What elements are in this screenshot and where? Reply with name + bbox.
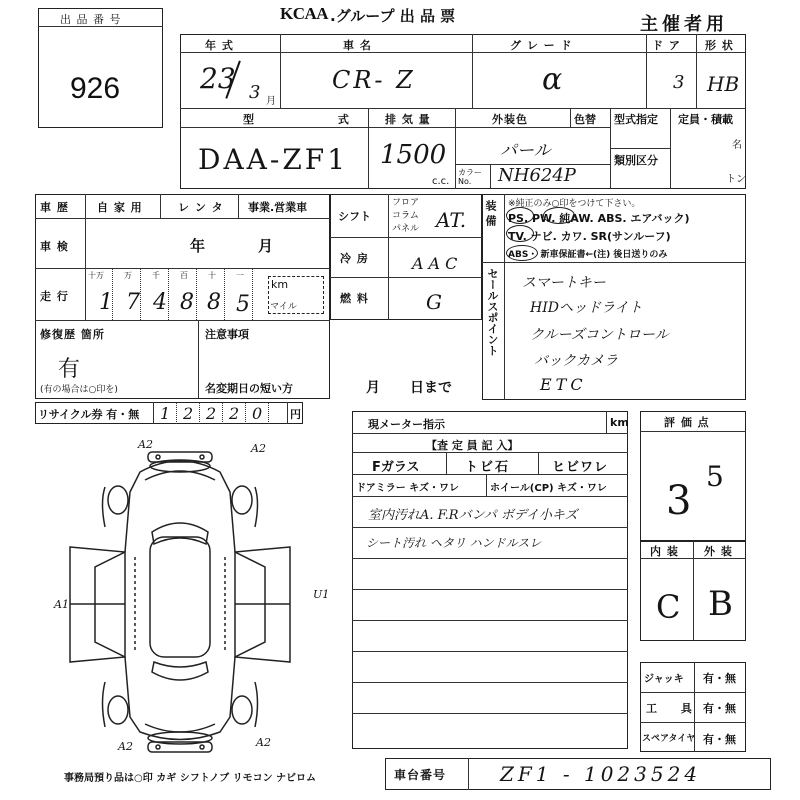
digit-label-2: 千 bbox=[152, 271, 160, 280]
tools-yes-no: 有・無 bbox=[703, 702, 736, 715]
damage-mark-4: A2 bbox=[118, 740, 133, 753]
sales-point-1: HIDヘッドライト bbox=[530, 300, 643, 316]
model-value: CR- Z bbox=[332, 66, 416, 94]
inspection-month: 月 bbox=[258, 237, 274, 255]
exterior-label: 外 装 bbox=[704, 545, 733, 558]
doors-value: 3 bbox=[673, 72, 685, 93]
interior-label: 内 装 bbox=[650, 545, 679, 558]
score-sup: 5 bbox=[706, 460, 724, 493]
fuel-value: G bbox=[426, 290, 442, 314]
cc-unit: c.c. bbox=[432, 176, 450, 187]
type-designation-label: 型式指定 bbox=[614, 113, 658, 126]
car-diagram bbox=[40, 432, 350, 762]
panel-label: パネル bbox=[392, 224, 420, 234]
type-label: 型 式 bbox=[243, 113, 389, 126]
score-label: 評 価 点 bbox=[664, 416, 710, 429]
inspection-year: 年 bbox=[190, 237, 206, 255]
mileage-digit-2: 4 bbox=[153, 290, 167, 315]
color-change-label: 色替 bbox=[574, 113, 596, 126]
ac-label: 冷 房 bbox=[340, 252, 369, 265]
history-label: 車 歴 bbox=[40, 201, 69, 214]
grade-label: グ レ ー ド bbox=[510, 39, 573, 52]
equip-line-3: ABS・ 新車保証書←(注) 後日送りのみ bbox=[508, 250, 668, 260]
circle-abs bbox=[506, 245, 538, 261]
damage-mark-0: A2 bbox=[138, 438, 153, 451]
circle-ps bbox=[506, 207, 534, 224]
year-value: 23 bbox=[200, 62, 236, 95]
repair-label: 修復歴 箇所 bbox=[40, 328, 105, 341]
inspector-section-label: 【査 定 員 記 入】 bbox=[426, 439, 519, 452]
mileage-digit-0: 1 bbox=[99, 290, 113, 315]
private-label: 自 家 用 bbox=[97, 201, 143, 214]
mile-label: マイル bbox=[270, 302, 297, 312]
year-label: 年 式 bbox=[205, 39, 234, 52]
color-no-label: カラー No. bbox=[458, 168, 482, 186]
tools-label: 工 具 bbox=[646, 702, 702, 715]
displacement-value: 1500 bbox=[380, 140, 447, 170]
shape-label: 形 状 bbox=[705, 39, 734, 52]
business-label: 事業.営業車 bbox=[248, 201, 308, 214]
color-no-value: NH624P bbox=[498, 165, 576, 186]
fuel-label: 燃 料 bbox=[340, 292, 369, 305]
mileage-digit-3: 8 bbox=[180, 290, 194, 315]
class-label: 類別区分 bbox=[614, 154, 658, 167]
rename-label: 名変期日の短い方 bbox=[205, 382, 293, 395]
recycle-digit-2: 2 bbox=[206, 404, 217, 423]
digit-label-0: 十万 bbox=[88, 271, 104, 280]
digit-label-1: 万 bbox=[124, 271, 132, 280]
month-value: 3 bbox=[249, 82, 261, 103]
ton-unit: トン bbox=[726, 174, 746, 185]
sales-point-0: スマートキー bbox=[522, 275, 606, 291]
recycle-digit-0: 1 bbox=[160, 404, 171, 423]
interior-value: C bbox=[656, 588, 681, 626]
office-items: 事務局預り品は○印 カギ シフトノブ リモコン ナビロム bbox=[64, 773, 317, 784]
spare-label: スペアタイヤ bbox=[642, 734, 696, 744]
notes-label: 注意事項 bbox=[205, 328, 249, 341]
month-unit: 月 bbox=[266, 96, 276, 107]
fglass-option-1: トビ石 bbox=[465, 460, 511, 475]
meter-km: km bbox=[610, 416, 629, 429]
rename-month: 月 bbox=[366, 380, 381, 396]
damage-mark-3: U1 bbox=[313, 588, 330, 601]
circle-tv bbox=[506, 225, 534, 242]
mileage-digit-4: 8 bbox=[207, 290, 221, 315]
grade-value: α bbox=[542, 62, 563, 97]
wheel-label: ホイール(CP) キズ・ワレ bbox=[490, 483, 607, 494]
lot-number-label: 出 品 番 号 bbox=[60, 13, 122, 26]
rename-day: 日まで bbox=[410, 380, 452, 396]
chassis-label: 車台番号 bbox=[394, 768, 447, 782]
chassis-value: ZF1 - 1023524 bbox=[500, 762, 702, 786]
fglass-label: Fガラス bbox=[372, 460, 420, 475]
brand-logo: KCAA bbox=[280, 4, 329, 23]
equip-note: ※純正のみ○印をつけて下さい。 bbox=[508, 199, 641, 209]
fglass-option-2: ヒビワレ bbox=[552, 460, 609, 475]
repair-note: (有の場合は○印を) bbox=[40, 385, 118, 395]
shape-value: HB bbox=[707, 72, 740, 96]
spare-yes-no: 有・無 bbox=[703, 733, 736, 746]
sales-point-2: クルーズコントロール bbox=[530, 327, 669, 343]
displacement-label: 排 気 量 bbox=[385, 113, 431, 126]
mileage-digit-1: 7 bbox=[126, 290, 140, 315]
form-title: .グループ 出 品 票 bbox=[330, 7, 456, 25]
equip-line-1: PS. PW. 純AW. ABS. エアバック) bbox=[508, 212, 690, 225]
repair-value: 有 bbox=[58, 357, 81, 382]
digit-label-3: 百 bbox=[180, 271, 188, 280]
meter-label: 現メーター指示 bbox=[368, 418, 445, 431]
mileage-digit-5: 5 bbox=[236, 292, 250, 317]
comment-line-1: シート汚れ ヘタリ ハンドルスレ bbox=[366, 536, 542, 550]
mileage-label: 走 行 bbox=[40, 290, 69, 303]
column-label: コラム bbox=[392, 211, 419, 221]
type-value: DAA-ZF1 bbox=[198, 143, 349, 176]
shift-value: AT. bbox=[436, 208, 467, 232]
digit-label-5: 一 bbox=[236, 271, 244, 280]
organizer-label: 主催者用 bbox=[640, 14, 728, 35]
doors-label: ド ア bbox=[652, 39, 681, 52]
sales-point-4: ETC bbox=[540, 375, 587, 394]
color-label: 外装色 bbox=[492, 113, 528, 126]
recycle-digit-4: 0 bbox=[252, 404, 263, 423]
model-label: 車 名 bbox=[343, 39, 372, 52]
jack-label: ジャッキ bbox=[644, 674, 684, 685]
ac-value: AAC bbox=[412, 254, 463, 273]
rental-label: レ ン タ bbox=[178, 201, 224, 214]
floor-label: フロア bbox=[392, 198, 420, 208]
damage-mark-1: A2 bbox=[251, 442, 266, 455]
score-main: 3 bbox=[666, 478, 692, 524]
damage-mark-2: A1 bbox=[54, 598, 69, 611]
capacity-label: 定員・積載 bbox=[678, 113, 733, 126]
recycle-digit-1: 2 bbox=[183, 404, 194, 423]
shift-label: シフト bbox=[338, 210, 371, 223]
recycle-digit-3: 2 bbox=[229, 404, 240, 423]
sales-label: セールスポイント bbox=[486, 268, 499, 356]
exterior-value: B bbox=[708, 584, 733, 624]
km-label: km bbox=[271, 278, 289, 291]
inspection-label: 車 検 bbox=[40, 240, 69, 253]
recycle-label: リサイクル券 有・無 bbox=[38, 408, 140, 421]
equip-line-2: TV. ナビ. カワ. SR(サンルーフ) bbox=[508, 230, 671, 243]
comment-line-0: 室内汚れA. F.Rバンパ ボデイ小キズ bbox=[368, 508, 578, 523]
color-value: パール bbox=[500, 141, 551, 161]
recycle-yen: 円 bbox=[290, 408, 301, 421]
persons-unit: 名 bbox=[732, 140, 742, 151]
jack-yes-no: 有・無 bbox=[703, 672, 736, 685]
equip-label: 装 備 bbox=[484, 200, 497, 226]
mirror-label: ドアミラー キズ・ワレ bbox=[356, 483, 459, 494]
lot-number-value: 926 bbox=[70, 72, 121, 105]
circle-pw bbox=[543, 207, 575, 224]
digit-label-4: 十 bbox=[208, 271, 216, 280]
sales-point-3: バックカメラ bbox=[534, 353, 618, 369]
damage-mark-5: A2 bbox=[256, 736, 271, 749]
